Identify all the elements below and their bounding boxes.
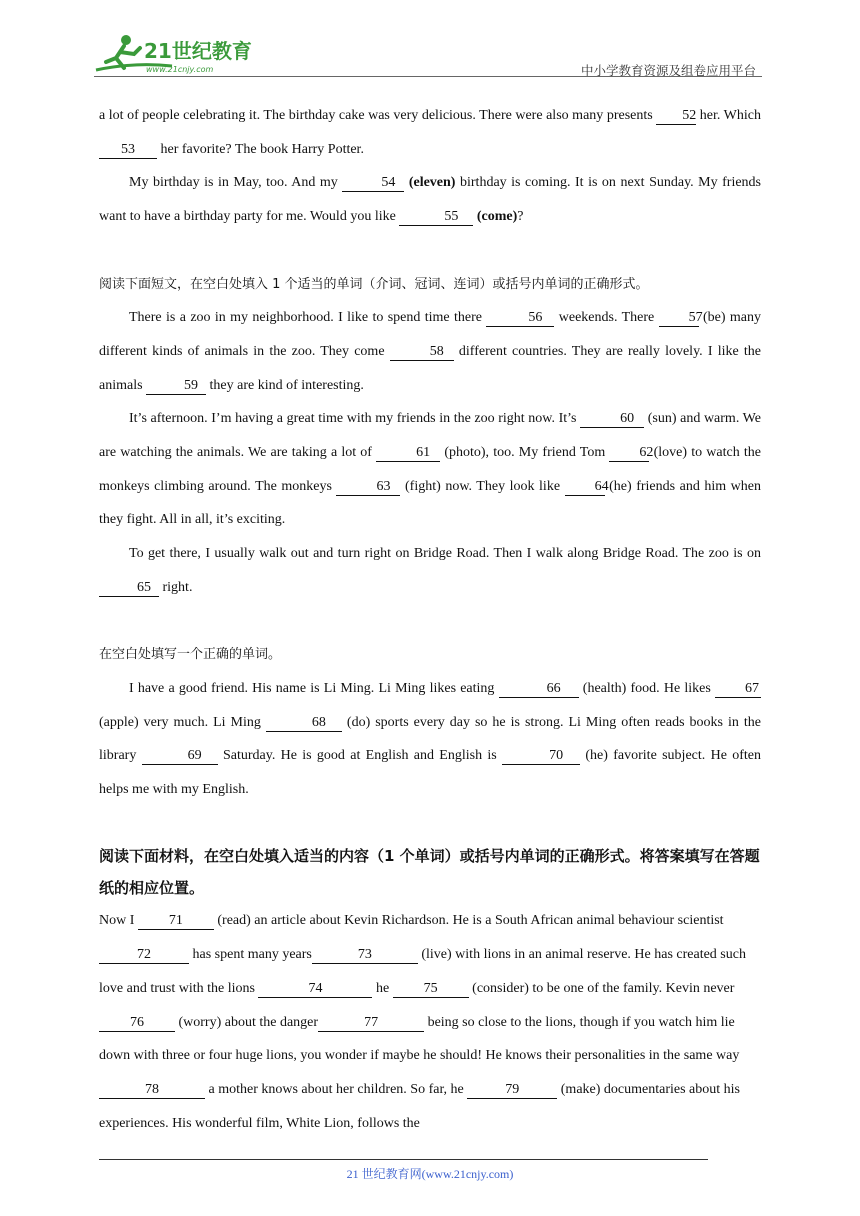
blank-57[interactable]: 57: [659, 310, 699, 327]
blank-67[interactable]: 67: [715, 681, 761, 698]
blank-68[interactable]: 68: [266, 715, 342, 732]
blank-52[interactable]: 52: [656, 108, 696, 125]
blank-70[interactable]: 70: [502, 748, 580, 765]
paragraph: a lot of people celebrating it. The birthday cake was very delicious. There were also many presents 52 her. Which 53 her favorite? The book Harry Potter.: [99, 108, 761, 157]
blank-53[interactable]: 53: [99, 142, 157, 159]
blank-73[interactable]: 73: [312, 947, 418, 964]
footer-link[interactable]: 21 世纪教育网(www.21cnjy.com): [346, 1167, 514, 1181]
blank-61[interactable]: 61: [376, 445, 440, 462]
blank-69[interactable]: 69: [142, 748, 218, 765]
paragraph: I have a good friend. His name is Li Ming. Li Ming likes eating 66 (health) food. He likes 67 (apple) very much. Li Ming 68 (do) sports every day so he is strong. Li Ming often reads books in the library 69 Saturday. He is good at English and English is 70 (he) favorite subject. He often helps me with my English.: [99, 680, 761, 798]
blank-76[interactable]: 76: [99, 1015, 175, 1032]
logo-21cnjy: [94, 32, 264, 76]
section-instruction: 阅读下面材料，在空白处填入适当的内容（1 个单词）或括号内单词的正确形式。将答案填写在答题纸的相应位置。: [99, 847, 760, 898]
blank-79[interactable]: 79: [467, 1082, 557, 1099]
blank-55[interactable]: 55: [399, 209, 473, 226]
blank-62[interactable]: 62: [609, 445, 649, 462]
blank-71[interactable]: 71: [138, 913, 214, 930]
blank-77[interactable]: 77: [318, 1015, 424, 1032]
paragraph: To get there, I usually walk out and turn right on Bridge Road. Then I walk along Bridge Road. The zoo is on 65 right.: [99, 537, 761, 604]
header-divider: [94, 76, 762, 77]
blank-74[interactable]: 74: [258, 981, 372, 998]
footer-divider: [99, 1159, 708, 1160]
blank-66[interactable]: 66: [499, 681, 579, 698]
logo-url: www.21cnjy.com: [146, 65, 214, 74]
blank-75[interactable]: 75: [393, 981, 469, 998]
hint-word: (eleven): [408, 175, 456, 191]
blank-63[interactable]: 63: [336, 479, 400, 496]
paragraph: There is a zoo in my neighborhood. I like to spend time there 56 weekends. There 57 (be) many different kinds of animals in the zoo. They come 58 different countries. They are really lovely. I like the animals 59 they are kind of interesting.: [99, 310, 761, 393]
blank-58[interactable]: 58: [390, 344, 454, 361]
blank-78[interactable]: 78: [99, 1082, 205, 1099]
section-instruction: 在空白处填写一个正确的单词。: [99, 647, 282, 663]
paragraph: Now I 71 (read) an article about Kevin Richardson. He is a South African animal behaviour scientist 72 has spent many years 73 (live) with lions in an animal reserve. He has created such love and trust with the lions 74 he 75 (consider) to be one of the family. Kevin never 76 (worry) about the danger 77 being so close to the lions, though if you watch him lie down with three or four huge lions, you wonder if maybe he should! He knows their personalities in the same way 78 a mother knows about her children. So far, he 79 (make) documentaries about his experiences. His wonderful film, White Lion, follows the: [99, 913, 746, 1131]
page-header: [94, 26, 762, 78]
section-instruction: 阅读下面短文，在空白处填入 1 个适当的单词（介词、冠词、连词）或括号内单词的正确形式。: [99, 276, 649, 292]
blank-59[interactable]: 59: [146, 378, 206, 395]
blank-54[interactable]: 54: [342, 175, 404, 192]
paragraph: It’s afternoon. I’m having a great time with my friends in the zoo right now. It’s 60 (sun) and warm. We are watching the animals. We are taking a lot of 61 (photo), too. My friend Tom 62 (love) to watch the monkeys climbing around. The monkeys 63 (fight) now. They look like 64 (he) friends and him when they fight. All in all, it’s exciting.: [99, 411, 762, 528]
document-body: [99, 99, 761, 1140]
blank-65[interactable]: 65: [99, 580, 159, 597]
blank-64[interactable]: 64: [565, 479, 605, 496]
logo-text: 21世纪教育: [144, 39, 252, 63]
hint-word: (come): [476, 209, 518, 225]
paragraph: My birthday is in May, too. And my 54 (eleven) birthday is coming. It is on next Sunday. My friends want to have a birthday party for me. Would you like 55 (come)?: [99, 175, 762, 225]
blank-60[interactable]: 60: [580, 411, 644, 428]
blank-72[interactable]: 72: [99, 947, 189, 964]
blank-56[interactable]: 56: [486, 310, 554, 327]
platform-name: 中小学教育资源及组卷应用平台: [580, 63, 756, 78]
